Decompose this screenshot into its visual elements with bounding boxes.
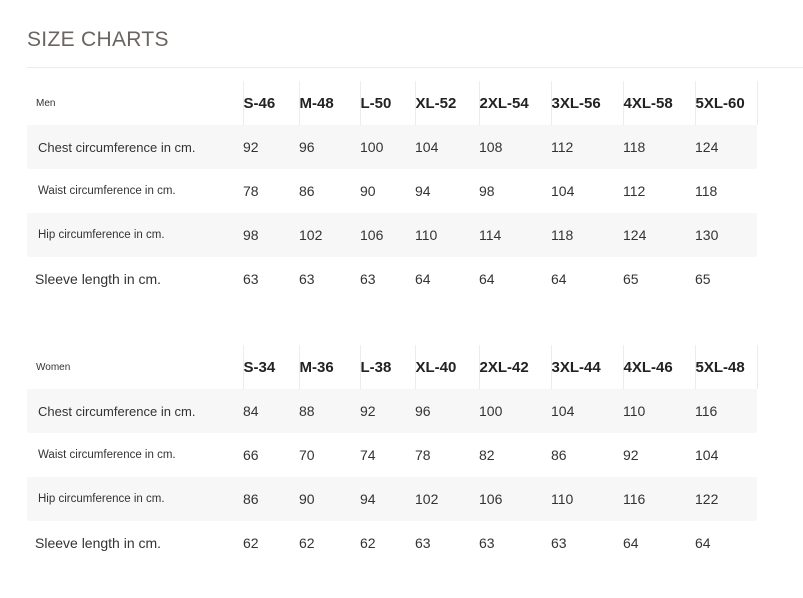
table-cell: 114 [479,227,502,243]
table-cell: 64 [415,271,431,287]
size-header: 5XL-48 [695,345,757,389]
row-label: Sleeve length in cm. [35,535,162,551]
size-header: 2XL-54 [479,81,551,125]
table-cell: 104 [551,183,575,199]
row-label: Waist circumference in cm. [38,185,176,197]
table-cell: 96 [415,403,431,419]
table-cell: 63 [243,271,259,287]
row-label: Chest circumference in cm. [38,139,196,155]
table-cell: 65 [623,271,639,287]
table-cell: 92 [623,447,639,463]
table-cell: 116 [623,491,646,507]
table-cell: 65 [695,271,711,287]
table-cell: 92 [360,403,376,419]
table-cell: 66 [243,447,259,463]
table-cell: 124 [695,139,719,155]
table-cell: 100 [360,139,384,155]
table-cell: 63 [299,271,315,287]
table-cell: 82 [479,447,495,463]
table-cell: 110 [415,227,438,243]
table-row-sleeve [27,257,757,301]
table-cell: 64 [623,535,639,551]
row-label: Sleeve length in cm. [35,271,162,287]
size-header: S-46 [243,81,299,125]
table-row-hip [27,477,757,521]
group-label-women: Women [27,345,243,389]
row-label: Hip circumference in cm. [38,229,165,241]
table-cell: 63 [415,535,431,551]
table-cell: 108 [479,139,503,155]
row-label: Chest circumference in cm. [38,403,196,419]
table-cell: 62 [243,535,259,551]
table-cell: 74 [360,447,376,463]
table-cell: 92 [243,139,259,155]
table-cell: 106 [360,227,384,243]
group-label-men: Men [27,81,243,125]
size-header: 4XL-58 [623,81,695,125]
size-header: L-38 [360,345,415,389]
table-cell: 130 [695,227,719,243]
table-cell: 84 [243,403,259,419]
table-cell: 102 [299,227,323,243]
size-header: 3XL-56 [551,81,623,125]
table-cell: 104 [551,403,575,419]
page-title: SIZE CHARTS [27,28,169,51]
table-cell: 62 [360,535,376,551]
table-cell: 122 [695,491,719,507]
size-header: M-36 [299,345,360,389]
table-cell: 110 [623,403,646,419]
size-header: 5XL-60 [695,81,757,125]
men-size-table [27,81,758,301]
table-cell: 94 [415,183,431,199]
size-header: M-48 [299,81,360,125]
table-cell: 78 [415,447,431,463]
table-row-hip [27,213,757,257]
table-row-chest [27,389,757,433]
table-cell: 90 [299,491,315,507]
table-cell: 112 [623,183,646,199]
table-cell: 64 [479,271,495,287]
table-cell: 94 [360,491,376,507]
table-cell: 70 [299,447,315,463]
table-cell: 100 [479,403,503,419]
table-row-sleeve [27,521,757,565]
table-cell: 86 [551,447,567,463]
table-cell: 86 [243,491,259,507]
table-cell: 98 [479,183,495,199]
table-cell: 88 [299,403,315,419]
table-row-waist [27,169,757,213]
table-cell: 64 [551,271,567,287]
table-cell: 78 [243,183,259,199]
table-cell: 104 [695,447,719,463]
table-cell: 102 [415,491,439,507]
size-header: S-34 [243,345,299,389]
table-cell: 116 [695,403,718,419]
size-header: XL-52 [415,81,479,125]
row-label: Hip circumference in cm. [38,493,165,505]
size-header: 2XL-42 [479,345,551,389]
table-row-waist [27,433,757,477]
table-cell: 118 [623,139,646,155]
size-header: XL-40 [415,345,479,389]
table-cell: 64 [695,535,711,551]
table-cell: 63 [479,535,495,551]
table-cell: 96 [299,139,315,155]
table-cell: 118 [695,183,718,199]
table-row-chest [27,125,757,169]
table-cell: 106 [479,491,503,507]
title-divider [27,67,803,68]
row-label: Waist circumference in cm. [38,449,176,461]
table-cell: 63 [551,535,567,551]
table-cell: 90 [360,183,376,199]
size-header: 3XL-44 [551,345,623,389]
table-cell: 124 [623,227,647,243]
size-header: 4XL-46 [623,345,695,389]
table-cell: 104 [415,139,439,155]
table-cell: 62 [299,535,315,551]
table-header-row [27,345,757,389]
size-header: L-50 [360,81,415,125]
table-cell: 110 [551,491,574,507]
table-cell: 118 [551,227,574,243]
women-size-table [27,345,758,565]
table-cell: 63 [360,271,376,287]
table-cell: 112 [551,139,574,155]
table-cell: 86 [299,183,315,199]
table-header-row [27,81,757,125]
table-cell: 98 [243,227,259,243]
